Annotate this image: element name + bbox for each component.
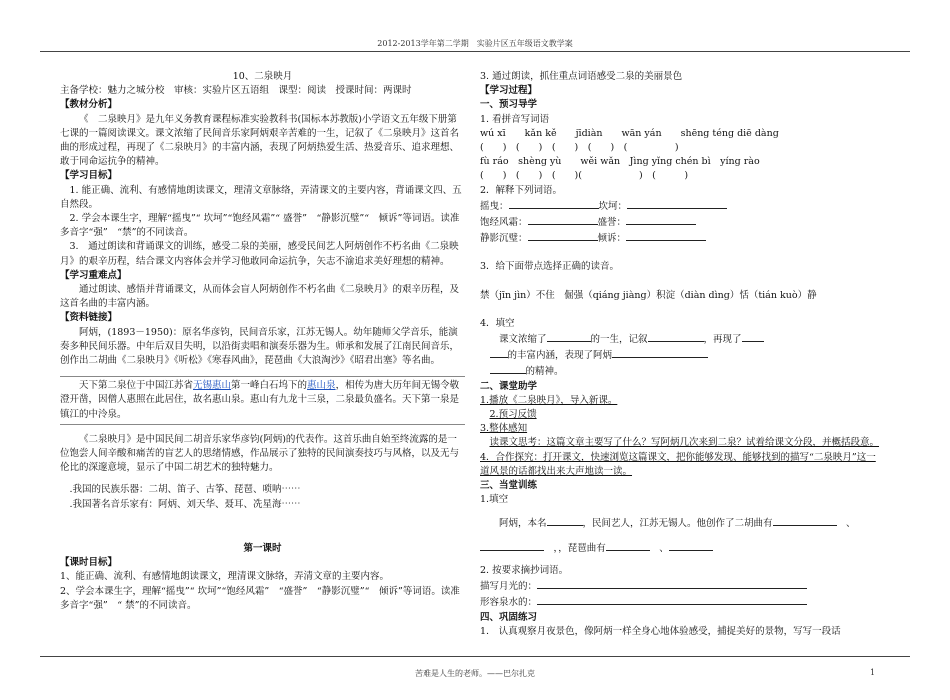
pinyin-row-1: wú xī kǎn kě jīdiàn wān yán shēng téng diē dàng bbox=[480, 127, 779, 139]
question-4: 4．填空 bbox=[480, 317, 515, 329]
question-2: 2．解释下列词语。 bbox=[480, 184, 563, 196]
practice-text-c: ，琵琶曲有 bbox=[558, 542, 606, 554]
fill-text-e: 的精神。 bbox=[525, 366, 564, 378]
blank-baojing[interactable] bbox=[528, 214, 598, 225]
page-number: 1 bbox=[870, 668, 876, 677]
page-header: 2012-2013学年第二学期 实验片区五年级语文教学案 bbox=[377, 39, 573, 48]
first-lesson-heading: 第一课时 bbox=[243, 542, 282, 554]
blank-pipa-2[interactable] bbox=[669, 540, 713, 551]
fill-in-summary bbox=[480, 331, 885, 347]
blank-fill-1[interactable] bbox=[547, 331, 591, 342]
lesson-title: 10、二泉映月 bbox=[232, 71, 293, 82]
practice-text-a: 阿炳，本名 bbox=[499, 518, 547, 530]
section-consolidate: 四、巩固练习 bbox=[480, 611, 538, 623]
fill-text-a: 课文浓缩了 bbox=[499, 334, 547, 346]
lesson-meta: 主备学校：魅力之城分校 审核：实验片区五语组 课型：阅读 授课时间：两课时 bbox=[60, 85, 412, 97]
blank-spring-words[interactable] bbox=[537, 594, 807, 605]
blank-fill-4[interactable] bbox=[612, 347, 708, 358]
define-row-2 bbox=[480, 214, 885, 230]
practice-text-b: ，民间艺人，江苏无锡人。他创作了二胡曲有 bbox=[582, 518, 773, 530]
link-wuxi-huishan[interactable]: 无锡惠山 bbox=[193, 380, 232, 392]
blank-fill-2[interactable] bbox=[648, 331, 704, 342]
class-step-3-text: 读课文思考：这篇文章主要写了什么？写阿炳几次来到二泉？试着给课文分段，并概括段意。 bbox=[489, 437, 880, 449]
practice-1-fill-2: ，，琵琶曲有 、 bbox=[480, 540, 885, 556]
link-huishan-spring[interactable]: 惠山泉 bbox=[307, 380, 336, 392]
key-points-text: 通过朗读、感悟并背诵课文，从而体会盲人阿炳创作不朽名曲《二泉映月》的艰辛历程，及这首名曲的丰富内涵。 bbox=[60, 284, 460, 310]
word-qingsu: 倾诉： bbox=[597, 233, 627, 245]
goal-3: 3. 通过朗读和背诵课文的训练，感受二泉的美丽，感受民间艺人阿炳创作不朽名曲《二泉映月》的艰辛历程，结合课文内容体会并学习他敢同命运抗争，矢志不渝追求美好理想的精神。 bbox=[60, 241, 459, 267]
analysis-text: 《 二泉映月》是九年义务教育课程标准实验教科书(国标本苏教版)小学语文五年级下册第七课的一篇阅读课文。课文浓缩了民间音乐家阿炳艰辛苦难的一生，记叙了《二泉映月》这首名曲的形成过程，再现了《二泉映月》的丰富内涵，表现了阿炳热爱生活、热爱音乐、追求理想、敢于同命运抗争的精神。 bbox=[60, 113, 460, 168]
header-rule bbox=[40, 51, 910, 52]
blank-erhu-works-2[interactable] bbox=[480, 540, 544, 551]
moonlight-label: 描写月光的： bbox=[480, 581, 538, 593]
class-step-1: 1.播放《二泉映月》，导入新课。 bbox=[480, 394, 618, 406]
define-row-3 bbox=[480, 230, 885, 246]
heading-resources: 【资料链接】 bbox=[60, 312, 118, 324]
resource-spring bbox=[60, 376, 465, 425]
spring-text-3: ，相传为唐大历年间无锡令敬澄开凿，因僧人惠照在此居住，故名惠山泉。惠山有九龙十三泉，二泉最负盛名。天下第一泉是镇江的中泠泉。 bbox=[60, 380, 460, 420]
lesson-goal-1: 1、能正确、流利、有感情地朗读课文，理清课文脉络，弄清文章的主要内容。 bbox=[60, 571, 390, 583]
page-footer: 苦难是人生的老师。——巴尔扎克 bbox=[415, 669, 535, 678]
word-kanke: 坎坷： bbox=[598, 200, 628, 212]
erquan-intro: 《二泉映月》是中国民间二胡音乐家华彦钧(阿炳)的代表作。这首乐曲自始至终流露的是一位饱尝人间辛酸和痛苦的盲艺人的思绪情感，作品展示了独特的民间演奏技巧与风格，以及无与伦比的深邃意境，显示了中国二胡艺术的独特魅力。 bbox=[60, 433, 460, 474]
goal-1: 1. 能正确、流利、有感情地朗读课文，理清文章脉络，弄清课文的主要内容，背诵课文四、五自然段。 bbox=[60, 184, 462, 210]
practice-2-spring bbox=[480, 594, 885, 610]
word-yaoye: 摇曳： bbox=[480, 200, 509, 212]
blank-pipa-1[interactable] bbox=[606, 540, 650, 551]
footer-rule bbox=[40, 656, 910, 657]
heading-process: 【学习过程】 bbox=[480, 85, 538, 97]
spring-text-1: 天下第二泉位于中国江苏省 bbox=[79, 380, 194, 392]
class-step-4: 4．合作探究：打开课文，快速浏览这篇课文，把你能够发现、能够找到的描写“二泉映月”这一道风景的话都找出来大声地读一读。 bbox=[480, 451, 876, 477]
answer-brackets-1[interactable]: ( ) ( ) ( ) ( ) ( ) bbox=[480, 142, 679, 154]
folk-instruments: .我国的民族乐器：二胡、笛子、古筝、琵琶、唢呐⋯⋯ bbox=[69, 484, 301, 496]
fill-text-b: 的一生，记叙 bbox=[590, 334, 648, 346]
word-jingying: 静影沉璧： bbox=[480, 233, 528, 245]
word-baojing: 饱经风霜： bbox=[480, 217, 528, 229]
section-class-help: 二、课堂助学 bbox=[480, 380, 538, 392]
class-step-2: 2.预习反馈 bbox=[489, 409, 537, 421]
answer-brackets-2[interactable]: ( ) ( ) ( )( ) ( ) bbox=[480, 170, 689, 182]
question-3: 3．给下面带点选择正确的读音。 bbox=[480, 261, 620, 273]
consolidate-1: 1. 认真观察月夜景色，像阿炳一样全身心地体验感受，捕捉美好的景物，写写一段话 bbox=[480, 625, 841, 637]
blank-qingsu[interactable] bbox=[626, 230, 706, 241]
blank-kanke[interactable] bbox=[627, 198, 727, 209]
define-row-1 bbox=[480, 198, 885, 214]
fill-in-summary-2 bbox=[480, 347, 885, 363]
blank-real-name[interactable] bbox=[547, 515, 583, 526]
resource-abing: 阿炳，(1893－1950)：原名华彦钧，民间音乐家，江苏无锡人。幼年随师父学音乐，能演奏多种民间乐器。中年后双目失明，以沿街卖唱和演奏乐器为生。师承和发展了江南民间音乐，创作出二胡曲《二泉映月》《听松》《寒春风曲》，琵琶曲《大浪淘沙》《昭君出塞》等名曲。 bbox=[60, 326, 460, 367]
section-practice: 三、当堂训练 bbox=[480, 480, 538, 492]
fill-in-summary-3 bbox=[480, 363, 885, 379]
practice-1: 1.填空 bbox=[480, 494, 509, 506]
lesson-goal-2: 2、学会本课生字，理解“摇曳”“ 坎坷”“饱经风霜” “盛誉” “静影沉璧”“ 倾诉”等词语。读准多音字“强” “ 禁”的不同读音。 bbox=[60, 585, 460, 611]
blank-moonlight-words[interactable] bbox=[537, 578, 807, 589]
section-preview: 一、预习导学 bbox=[480, 99, 538, 111]
pinyin-row-2: fù ráo shèng yù wěi wǎn Jìng yǐng chén bì yíng rào bbox=[480, 156, 760, 168]
goal-3-right: 3. 通过朗读，抓住重点词语感受二泉的美丽景色 bbox=[480, 71, 683, 82]
fill-text-d: 的丰富内涵，表现了阿炳 bbox=[507, 350, 613, 362]
blank-fill-5[interactable] bbox=[490, 363, 526, 374]
blank-erhu-works-1[interactable] bbox=[773, 515, 837, 526]
class-step-3: 3.整体感知 bbox=[480, 423, 528, 435]
question-1: 1. 看拼音写词语 bbox=[480, 113, 550, 125]
blank-yaoye[interactable] bbox=[509, 198, 599, 209]
pronunciation-choice: 禁（jīn jìn）不住 倔强（qiáng jiàng）积淀（diàn dìng）恬（tián kuò）静 bbox=[480, 289, 817, 301]
goal-2: 2. 学会本课生字，理解“摇曳”“ 坎坷”“饱经风霜”“ 盛誉” “静影沉璧”“ 倾诉”等词语。读准多音字“强” “禁”的不同读音。 bbox=[60, 213, 460, 239]
blank-fill-3b[interactable] bbox=[490, 347, 508, 358]
spring-label: 形容泉水的： bbox=[480, 597, 538, 609]
blank-fill-3[interactable] bbox=[742, 331, 764, 342]
practice-2-moon bbox=[480, 578, 885, 594]
heading-lesson-goals: 【课时目标】 bbox=[60, 557, 118, 569]
blank-jingying[interactable] bbox=[528, 230, 598, 241]
left-column bbox=[60, 70, 465, 613]
heading-analysis: 【教材分析】 bbox=[60, 99, 118, 111]
practice-2: 2. 按要求摘抄词语。 bbox=[480, 564, 569, 576]
practice-1-fill: 阿炳，本名 ，民间艺人，江苏无锡人。他创作了二胡曲有 、 bbox=[480, 515, 885, 531]
heading-key-points: 【学习重难点】 bbox=[60, 269, 127, 281]
word-shengyu: 盛誉： bbox=[597, 217, 627, 229]
right-column bbox=[480, 70, 885, 639]
fill-text-c: ，再现了 bbox=[703, 334, 742, 346]
spring-text-2: 第一峰白石坞下的 bbox=[231, 380, 308, 392]
famous-musicians: .我国著名音乐家有：阿炳、刘天华、聂耳、冼星海⋯⋯ bbox=[69, 498, 301, 510]
heading-goals: 【学习目标】 bbox=[60, 170, 118, 182]
blank-shengyu[interactable] bbox=[626, 214, 696, 225]
